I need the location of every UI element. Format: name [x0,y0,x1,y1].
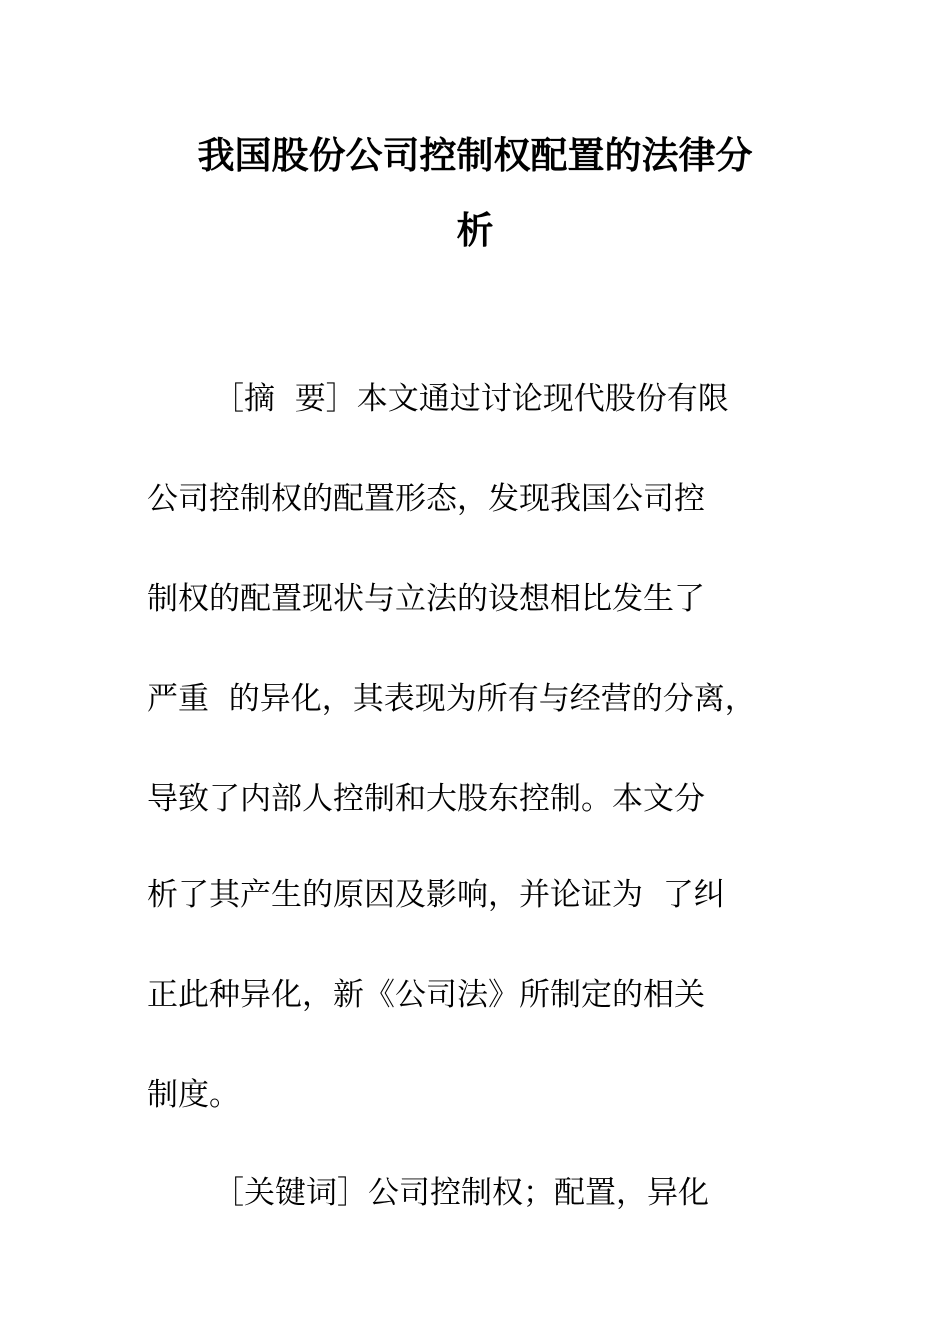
abstract-line-6: 析了其产生的原因及影响，并论证为 了纠 [147,877,725,913]
abstract-line-4: 严重 的异化，其表现为所有与经营的分离， [147,681,756,717]
abstract-line-2: 公司控制权的配置形态，发现我国公司控 [147,481,705,517]
abstract-line-8: 制度。 [147,1077,240,1113]
keywords-line: ［关键词］公司控制权；配置，异化 [213,1175,709,1211]
abstract-line-5: 导致了内部人控制和大股东控制。本文分 [147,781,705,817]
document-title-line-2: 析 [456,209,494,252]
document-title-line-1: 我国股份公司控制权配置的法律分 [197,134,753,177]
abstract-line-7: 正此种异化，新《公司法》所制定的相关 [147,977,705,1013]
abstract-line-3: 制权的配置现状与立法的设想相比发生了 [147,581,705,617]
abstract-line-1: ［摘 要］本文通过讨论现代股份有限 [213,381,729,417]
